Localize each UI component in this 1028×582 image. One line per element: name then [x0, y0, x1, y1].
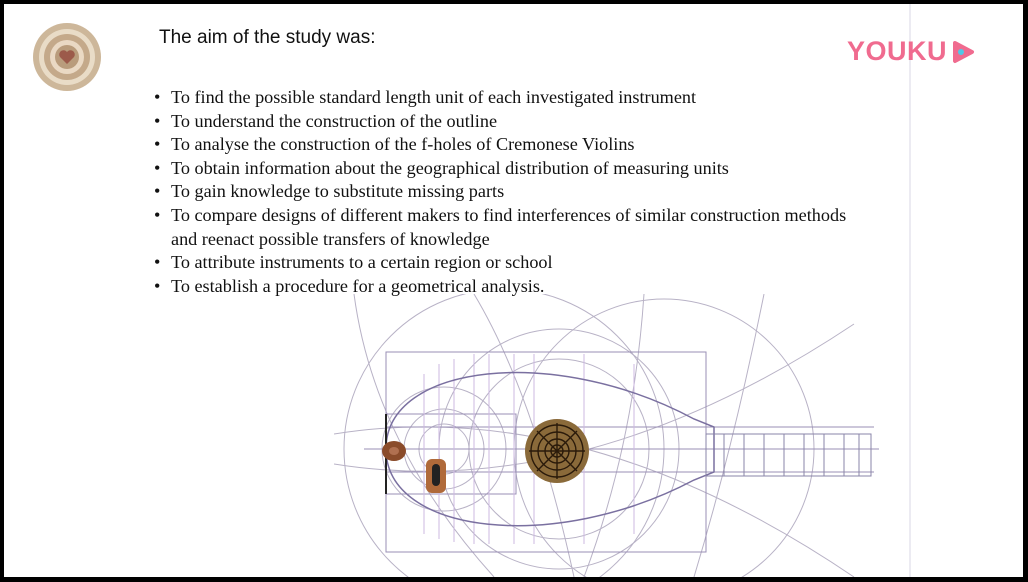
- video-frame: [4, 4, 1023, 577]
- divider-line: [909, 4, 911, 577]
- youku-watermark: [847, 36, 975, 67]
- play-triangle-icon: [951, 40, 975, 64]
- aim-item: • To compare designs of different makers to find interferences of similar construction methods and reenact possible transfers of knowledge: [152, 204, 872, 251]
- lute-geometry-diagram: [334, 294, 894, 577]
- youku-text: YOUKU: [847, 36, 948, 66]
- aim-item: • To attribute instruments to a certain region or school: [152, 251, 872, 275]
- aim-item: • To find the possible standard length unit of each investigated instrument: [152, 86, 872, 110]
- aim-item: • To establish a procedure for a geometrical analysis.: [152, 275, 872, 299]
- aim-item: • To analyse the construction of the f-holes of Cremonese Violins: [152, 133, 872, 157]
- aim-item: • To obtain information about the geographical distribution of measuring units: [152, 157, 872, 181]
- aim-item: • To gain knowledge to substitute missing parts: [152, 180, 872, 204]
- concentric-circle-logo-icon: [32, 22, 102, 92]
- aim-item: • To understand the construction of the outline: [152, 110, 872, 134]
- aims-list: [152, 86, 872, 298]
- slide-title: The aim of the study was:: [159, 27, 376, 48]
